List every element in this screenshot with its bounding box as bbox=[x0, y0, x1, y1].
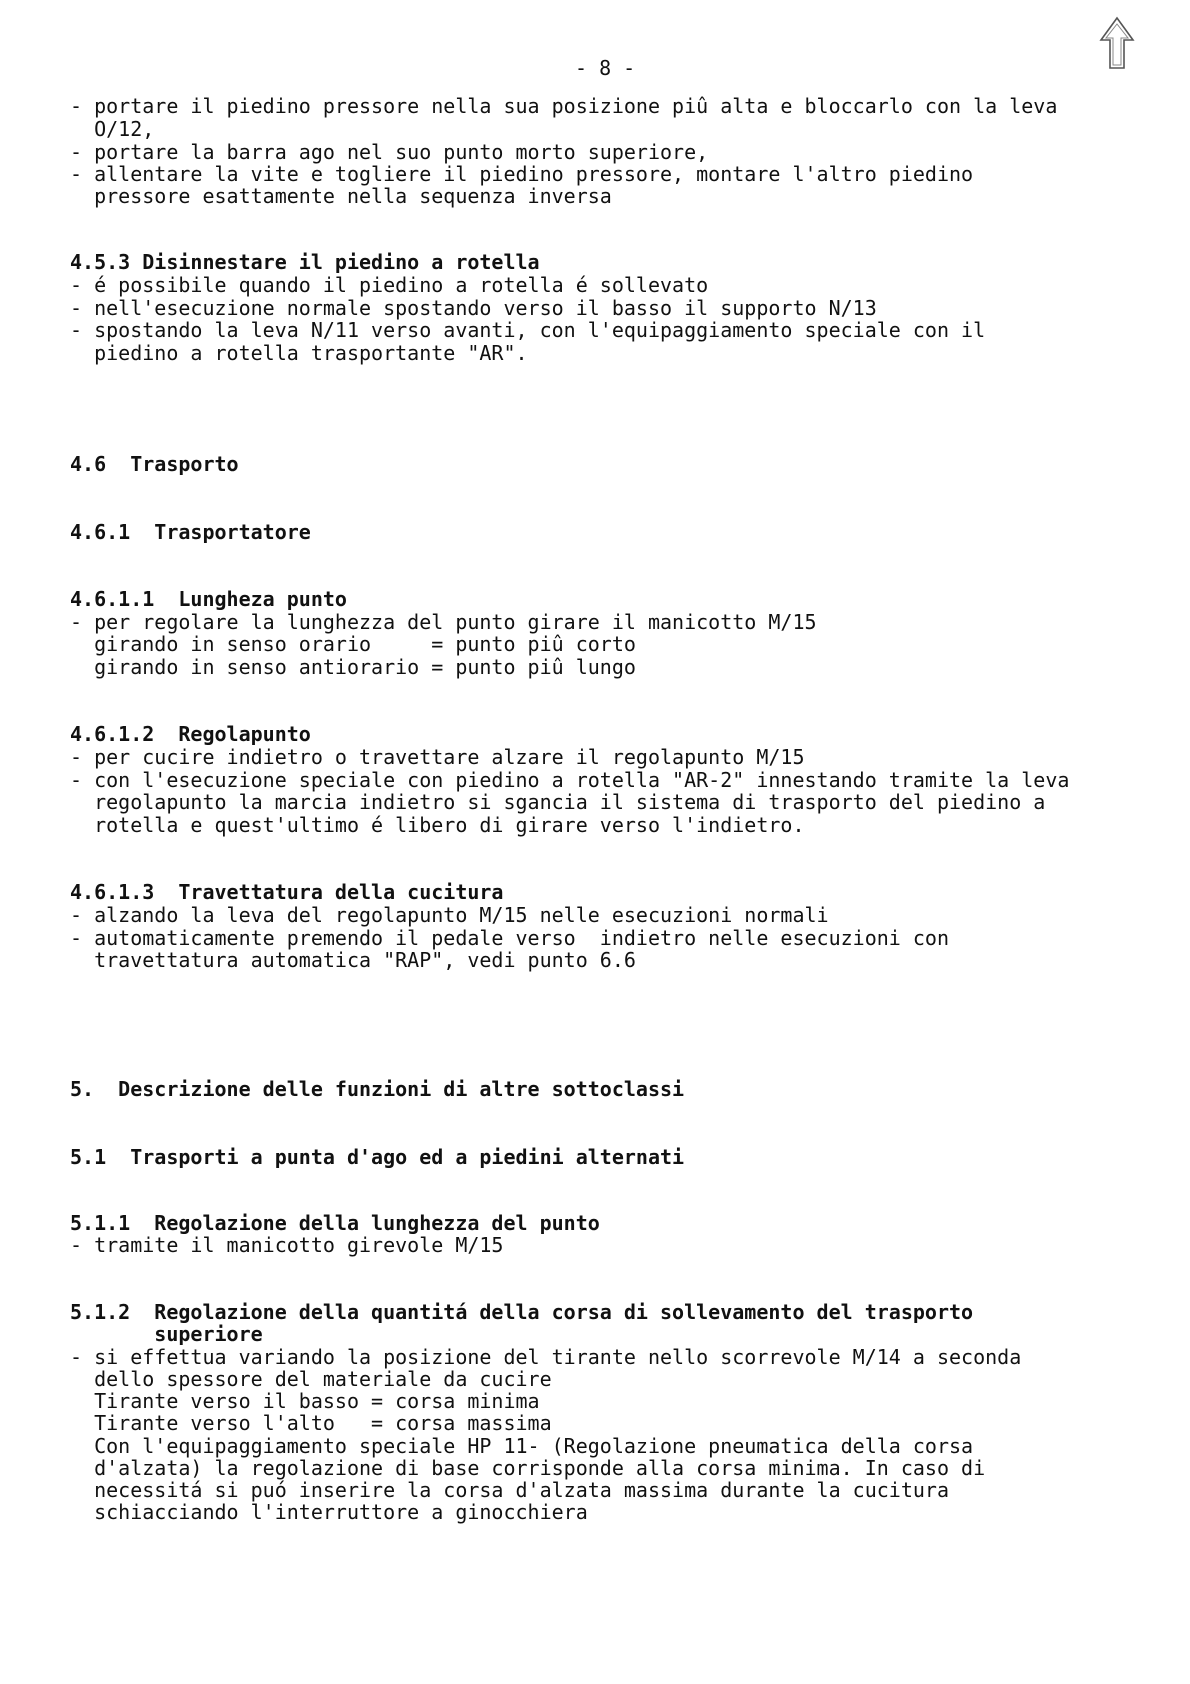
list-item: - per regolare la lunghezza del punto girare il manicotto M/15 bbox=[70, 610, 817, 634]
list-item: dello spessore del materiale da cucire bbox=[70, 1367, 552, 1391]
list-item: schiacciando l'interruttore a ginocchiera bbox=[70, 1500, 588, 1524]
list-item: - si effettua variando la posizione del tirante nello scorrevole M/14 a seconda bbox=[70, 1345, 1022, 1369]
list-item: girando in senso orario = punto piû corto bbox=[70, 632, 636, 656]
section-heading-5: 5. Descrizione delle funzioni di altre sottoclassi bbox=[70, 1077, 685, 1101]
section-heading: 4.6.1.2 Regolapunto bbox=[70, 722, 311, 746]
list-item: - alzando la leva del regolapunto M/15 nelle esecuzioni normali bbox=[70, 903, 829, 927]
list-item: - portare la barra ago nel suo punto morto superiore, bbox=[70, 140, 709, 164]
list-item: necessitá si puó inserire la corsa d'alzata massima durante la cucitura bbox=[70, 1478, 949, 1502]
list-item: - per cucire indietro o travettare alzare il regolapunto M/15 bbox=[70, 745, 805, 769]
list-item: Con l'equipaggiamento speciale HP 11- (Regolazione pneumatica della corsa bbox=[70, 1434, 974, 1458]
list-item: - é possibile quando il piedino a rotella é sollevato bbox=[70, 273, 709, 297]
list-item: O/12, bbox=[70, 117, 155, 141]
section-heading: 4.6.1.1 Lungheza punto bbox=[70, 587, 347, 611]
list-item: Tirante verso il basso = corsa minima bbox=[70, 1389, 540, 1413]
list-item: - allentare la vite e togliere il piedino pressore, montare l'altro piedino bbox=[70, 162, 974, 186]
section-heading-4-6-1: 4.6.1 Trasportatore bbox=[70, 520, 311, 544]
section-heading-5-1: 5.1 Trasporti a punta d'ago ed a piedini alternati bbox=[70, 1145, 685, 1169]
section-heading: 5.1.2 Regolazione della quantitá della corsa di sollevamento del trasporto bbox=[70, 1300, 974, 1324]
list-item: - automaticamente premendo il pedale verso indietro nelle esecuzioni con bbox=[70, 926, 949, 950]
list-item: travettatura automatica "RAP", vedi punto 6.6 bbox=[70, 948, 636, 972]
list-item: d'alzata) la regolazione di base corrisponde alla corsa minima. In caso di bbox=[70, 1456, 986, 1480]
list-item: pressore esattamente nella sequenza inversa bbox=[70, 184, 612, 208]
list-item: girando in senso antiorario = punto piû lungo bbox=[70, 655, 636, 679]
list-item: - con l'esecuzione speciale con piedino a rotella "AR-2" innestando tramite la leva bbox=[70, 768, 1070, 792]
section-heading: 5.1.1 Regolazione della lunghezza del punto bbox=[70, 1211, 600, 1235]
up-arrow-icon[interactable] bbox=[1097, 16, 1137, 76]
list-item: rotella e quest'ultimo é libero di girare verso l'indietro. bbox=[70, 813, 805, 837]
list-item: - nell'esecuzione normale spostando verso il basso il supporto N/13 bbox=[70, 296, 877, 320]
list-item: - spostando la leva N/11 verso avanti, con l'equipaggiamento speciale con il bbox=[70, 318, 986, 342]
section-heading: 4.5.3 Disinnestare il piedino a rotella bbox=[70, 250, 540, 274]
list-item: piedino a rotella trasportante "AR". bbox=[70, 341, 528, 365]
list-item: regolapunto la marcia indietro si sgancia il sistema di trasporto del piedino a bbox=[70, 790, 1046, 814]
section-heading: 4.6.1.3 Travettatura della cucitura bbox=[70, 880, 504, 904]
section-heading-4-6: 4.6 Trasporto bbox=[70, 452, 239, 476]
list-item: Tirante verso l'alto = corsa massima bbox=[70, 1411, 552, 1435]
section-heading-cont: superiore bbox=[70, 1322, 263, 1346]
list-item: - tramite il manicotto girevole M/15 bbox=[70, 1233, 504, 1257]
list-item: - portare il piedino pressore nella sua posizione piû alta e bloccarlo con la leva bbox=[70, 94, 1058, 118]
page-number: - 8 - bbox=[575, 56, 636, 80]
